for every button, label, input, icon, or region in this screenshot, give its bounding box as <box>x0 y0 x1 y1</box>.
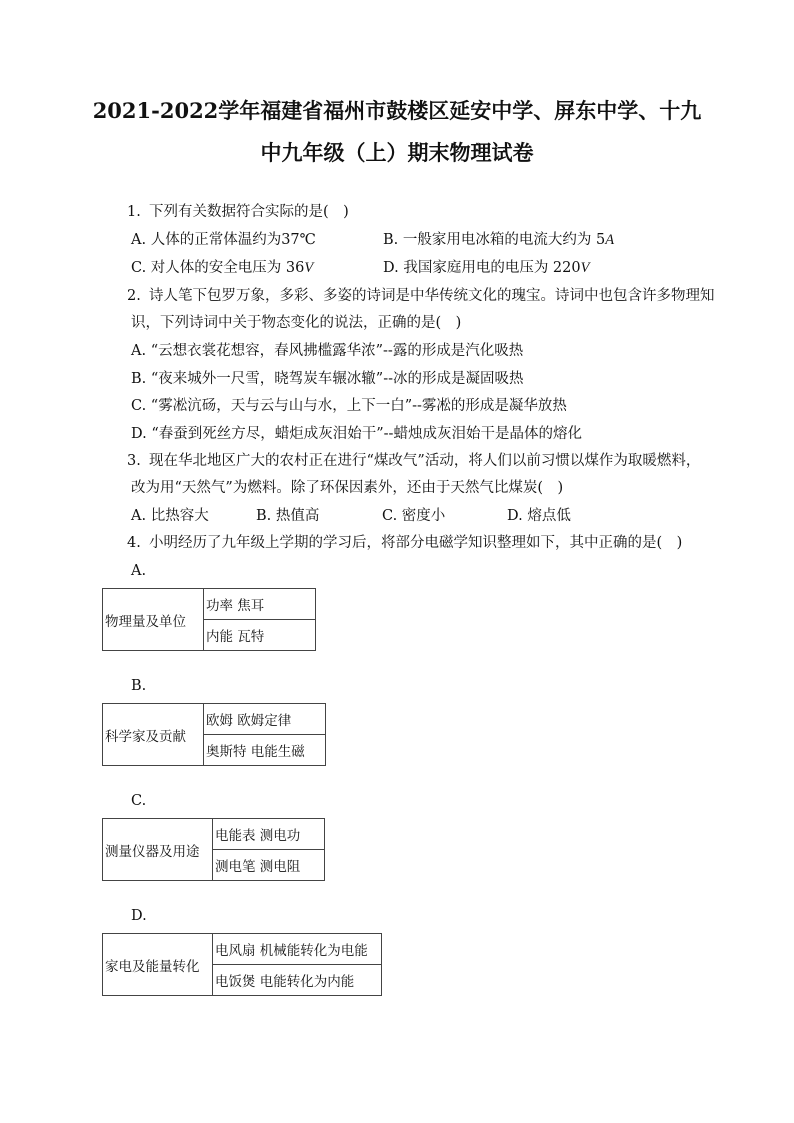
table-cell: 电能表 测电功 <box>213 819 325 850</box>
q3-stem-line-1: 现在华北地区广大的农村正在进行“煤改气”活动，将人们以前习惯以煤作为取暖燃料， <box>149 453 701 469</box>
q2-option-a: A. “云想衣裳花想容，春风拂槛露华浓”--露的形成是汽化吸热 <box>131 343 524 359</box>
q4-option-b-table <box>102 703 326 766</box>
table-cell: 内能 瓦特 <box>204 620 316 651</box>
table-cell: 测电笔 测电阻 <box>213 850 325 881</box>
table-cell: 奥斯特 电能生磁 <box>204 735 326 766</box>
q3-option-d: D. 熔点低 <box>507 508 571 524</box>
q4-option-a-table <box>102 588 316 651</box>
q4-option-d-table <box>102 933 382 996</box>
q4-option-a-label: A. <box>131 563 147 579</box>
q1-stem: 下列有关数据符合实际的是( ) <box>149 204 349 220</box>
table-head-cell: 测量仪器及用途 <box>103 819 213 881</box>
q1-option-b <box>383 231 614 249</box>
q1-option-a: A. 人体的正常体温约为37℃ <box>131 232 316 248</box>
q2-option-d: D. “春蚕到死丝方尽，蜡炬成灰泪始干”--蜡烛成灰泪始干是晶体的熔化 <box>131 426 582 442</box>
exam-title-line-1: 2021-2022学年福建省福州市鼓楼区延安中学、屏东中学、十九 <box>92 98 702 123</box>
table-cell: 欧姆 欧姆定律 <box>204 704 326 735</box>
q2-stem-line-1: 诗人笔下包罗万象，多彩、多姿的诗词是中华传统文化的瑰宝。诗词中也包含许多物理知 <box>149 288 715 304</box>
q4-option-d-label: D. <box>131 908 147 924</box>
q1-option-c-unit: V <box>304 260 314 276</box>
q4-option-c-label: C. <box>131 793 147 809</box>
q3-option-a: A. 比热容大 <box>131 508 209 524</box>
q4-option-c-table <box>102 818 325 881</box>
q3-stem-line-2: 改为用“天然气”为燃料。除了环保因素外，还由于天然气比煤炭( ) <box>131 480 564 496</box>
q4-option-b-label: B. <box>131 678 147 694</box>
q1-option-b-unit: A <box>605 232 615 248</box>
table-cell: 电风扇 机械能转化为电能 <box>213 934 382 965</box>
q4-stem: 小明经历了九年级上学期的学习后，将部分电磁学知识整理如下，其中正确的是( ) <box>149 535 683 551</box>
table-head-cell: 家电及能量转化 <box>103 934 213 996</box>
q1-option-d-unit: V <box>580 260 590 276</box>
table-head-cell: 物理量及单位 <box>103 589 204 651</box>
q1-number: 1. <box>127 204 141 220</box>
q1-option-d <box>383 259 589 277</box>
q1-option-d-text: D. 我国家庭用电的电压为 220 <box>383 260 581 276</box>
exam-title-line-2: 中九年级（上）期末物理试卷 <box>260 140 534 165</box>
q1-option-c <box>131 259 313 277</box>
q2-stem-line-2: 识，下列诗词中关于物态变化的说法，正确的是( ) <box>131 315 462 331</box>
q1-option-b-text: B. 一般家用电冰箱的电流大约为 5 <box>383 232 606 248</box>
q3-number: 3. <box>127 453 141 469</box>
q2-number: 2. <box>127 288 141 304</box>
q3-option-c: C. 密度小 <box>382 508 446 524</box>
q4-number: 4. <box>127 535 141 551</box>
table-cell: 电饭煲 电能转化为内能 <box>213 965 382 996</box>
q3-option-b: B. 热值高 <box>256 508 320 524</box>
table-head-cell: 科学家及贡献 <box>103 704 204 766</box>
table-cell: 功率 焦耳 <box>204 589 316 620</box>
q1-option-c-text: C. 对人体的安全电压为 36 <box>131 260 305 276</box>
q2-option-b: B. “夜来城外一尺雪，晓驾炭车辗冰辙”--冰的形成是凝固吸热 <box>131 371 524 387</box>
q2-option-c: C. “雾凇沆砀，天与云与山与水，上下一白”--雾凇的形成是凝华放热 <box>131 398 567 414</box>
